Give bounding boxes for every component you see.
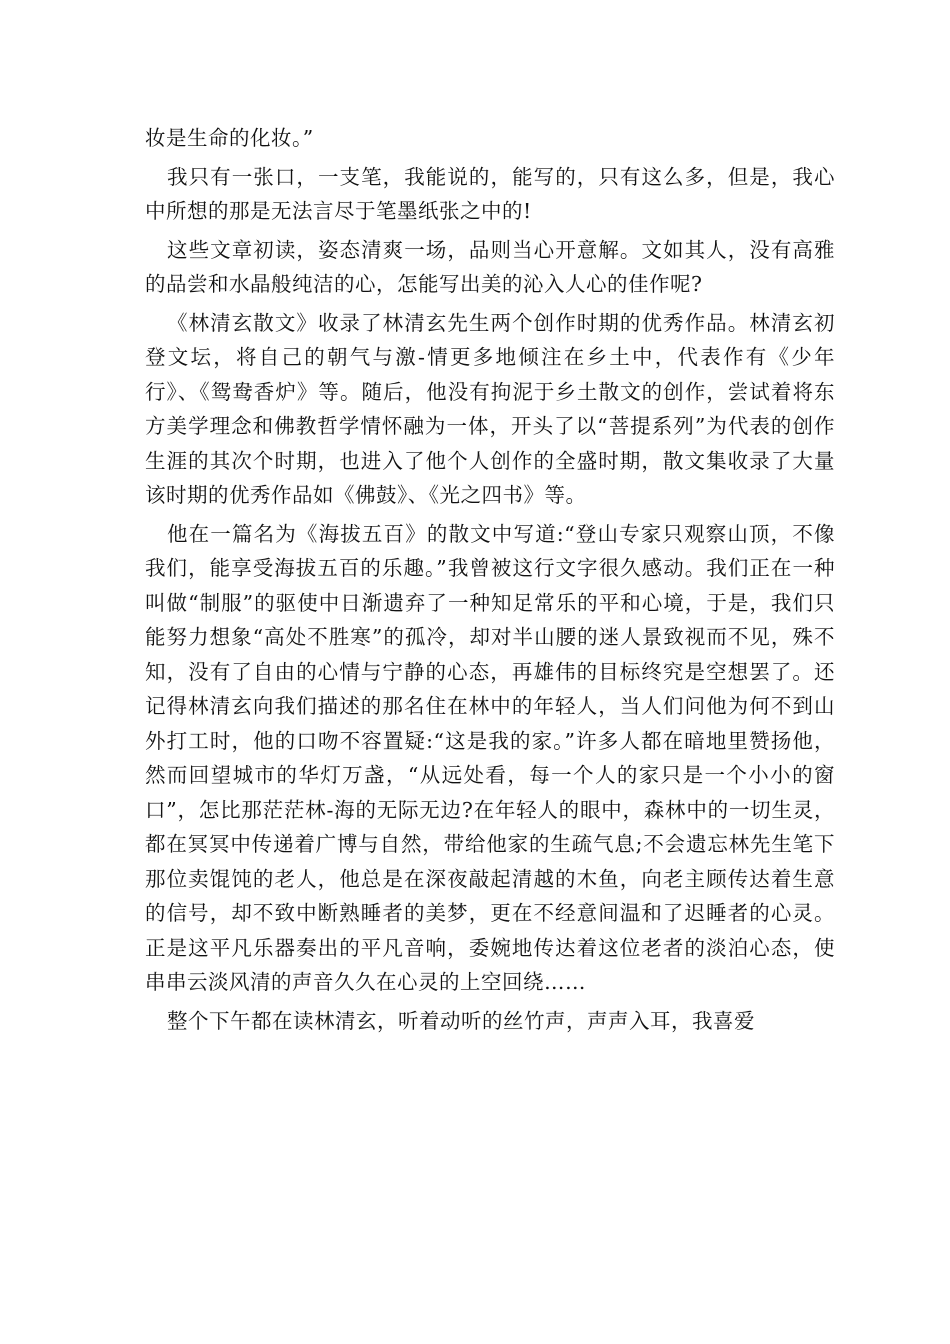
document-body [145, 121, 835, 1042]
paragraph-6: 整个下午都在读林清玄，听着动听的丝竹声，声声入耳，我喜爱 [167, 1008, 755, 1033]
paragraph-3: 这些文章初读，姿态清爽一场，品则当心开意解。文如其人，没有高雅的品尝和水晶般纯洁的心，怎能写出美的沁入人心的佳作呢? [145, 237, 835, 296]
paragraph-1: 妆是生命的化妆。” [145, 126, 314, 150]
paragraph-5: 他在一篇名为《海拔五百》的散文中写道:“登山专家只观察山顶，不像我们，能享受海拔五百的乐趣。”我曾被这行文字很久感动。我们正在一种叫做“制服”的驱使中日渐遗弃了一种知足常乐的平和心境，于是，我们只能努力想象“高处不胜寒”的孤冷，却对半山腰的迷人景致视而不见，殊不知，没有了自由的心情与宁静的心态，再雄伟的目标终究是空想罢了。还记得林清玄向我们描述的那名住在林中的年轻人，当人们问他为何不到山外打工时，他的口吻不容置疑:“这是我的家。”许多人都在暗地里赞扬他，然而回望城市的华灯万盏，“从远处看，每一个人的家只是一个小小的窗口”，怎比那茫茫林-海的无际无边?在年轻人的眼中，森林中的一切生灵，都在冥冥中传递着广博与自然，带给他家的生疏气息;不会遗忘林先生笔下那位卖馄饨的老人，他总是在深夜敲起清越的木鱼，向老主顾传达着生意的信号，却不致中断熟睡者的美梦，更在不经意间温和了迟睡者的心灵。正是这平凡乐器奏出的平凡音响，委婉地传达着这位老者的淡泊心态，使串串云淡风清的声音久久在心灵的上空回绕…… [145, 521, 835, 994]
paragraph-2: 我只有一张口，一支笔，我能说的，能写的，只有这么多，但是，我心中所想的那是无法言尽于笔墨纸张之中的! [145, 164, 835, 223]
paragraph-4: 《林清玄散文》收录了林清玄先生两个创作时期的优秀作品。林清玄初登文坛，将自己的朝气与激-情更多地倾注在乡土中，代表作有《少年行》、《鸳鸯香炉》等。随后，他没有拘泥于乡土散文的创作，尝试着将东方美学理念和佛教哲学情怀融为一体，开头了以“菩提系列”为代表的创作生涯的其次个时期，也进入了他个人创作的全盛时期，散文集收录了大量该时期的优秀作品如《佛鼓》、《光之四书》等。 [145, 310, 835, 507]
